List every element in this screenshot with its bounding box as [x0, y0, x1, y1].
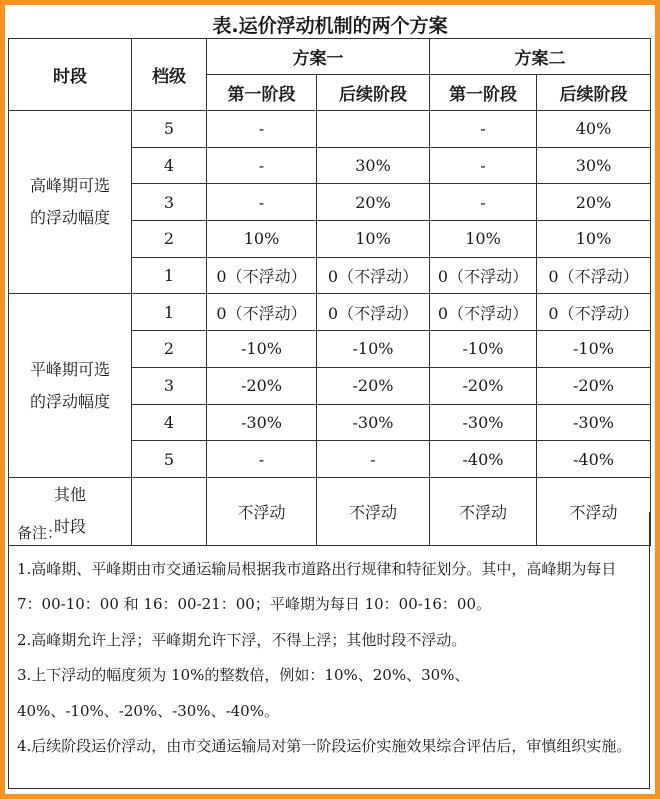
header-plan1-later: 后续阶段 — [317, 75, 430, 111]
value-cell: 0（不浮动） — [537, 257, 651, 294]
value-cell: - — [430, 184, 537, 221]
value-cell: 不浮动 — [207, 477, 317, 545]
period-label-line: 时段 — [53, 517, 86, 537]
period-label-line: 平峰期可选 — [29, 359, 110, 379]
value-cell: 0（不浮动） — [537, 294, 651, 331]
value-cell: -30% — [537, 404, 651, 441]
period-label-line: 其他 — [53, 485, 86, 505]
note-item: 1.高峰期、平峰期由市交通运输局根据我市道路出行规律和特征划分。其中，高峰期为每日 7：00-10：00 和 16：00-21：00；平峰期为每日 10：00-16：00。 — [17, 559, 617, 613]
value-cell: -10% — [430, 331, 537, 368]
value-cell: -30% — [430, 404, 537, 441]
value-cell: 30% — [537, 147, 651, 184]
period-cell — [9, 111, 132, 294]
value-cell: - — [207, 111, 317, 148]
level-cell: 3 — [132, 367, 207, 404]
value-cell: -20% — [537, 367, 651, 404]
level-cell: 5 — [132, 441, 207, 478]
value-cell: -30% — [207, 404, 317, 441]
document-page — [5, 5, 655, 794]
value-cell: -20% — [207, 367, 317, 404]
note-item: 2.高峰期允许上浮；平峰期允许下浮，不得上浮；其他时段不浮动。 — [17, 630, 467, 649]
value-cell: 0（不浮动） — [207, 294, 317, 331]
level-cell: 2 — [132, 331, 207, 368]
table-row — [9, 294, 651, 331]
notes-heading: 备注： — [17, 524, 63, 542]
value-cell: - — [430, 147, 537, 184]
level-cell: 1 — [132, 257, 207, 294]
value-cell: -20% — [430, 367, 537, 404]
value-cell: -30% — [317, 404, 430, 441]
level-cell: 5 — [132, 111, 207, 148]
level-cell: 4 — [132, 147, 207, 184]
notes-section — [8, 512, 650, 789]
value-cell: 0（不浮动） — [317, 257, 430, 294]
note-item: 3.上下浮动的幅度须为 10%的整数倍，例如：10%、20%、30%、40%、-10%、-20%、-30%、-40%。 — [17, 666, 470, 720]
value-cell: 0（不浮动） — [317, 294, 430, 331]
value-cell — [317, 111, 430, 148]
header-plan2: 方案二 — [430, 39, 651, 75]
period-label-line: 的浮动幅度 — [29, 208, 110, 228]
header-level: 档级 — [132, 39, 207, 111]
level-cell: 3 — [132, 184, 207, 221]
value-cell: -40% — [430, 441, 537, 478]
header-plan2-later: 后续阶段 — [537, 75, 651, 111]
header-plan1-stage1: 第一阶段 — [207, 75, 317, 111]
value-cell: 10% — [430, 221, 537, 258]
value-cell: 不浮动 — [430, 477, 537, 545]
level-cell: 4 — [132, 404, 207, 441]
value-cell: -10% — [537, 331, 651, 368]
note-item: 4.后续阶段运价浮动，由市交通运输局对第一阶段运价实施效果综合评估后，审慎组织实施。 — [17, 737, 632, 755]
value-cell: 30% — [317, 147, 430, 184]
value-cell: 20% — [317, 184, 430, 221]
header-row — [9, 39, 651, 75]
value-cell: - — [317, 441, 430, 478]
value-cell: - — [207, 441, 317, 478]
header-period: 时段 — [9, 39, 132, 111]
period-label-line: 高峰期可选 — [29, 176, 110, 196]
value-cell: -10% — [317, 331, 430, 368]
level-cell: 1 — [132, 294, 207, 331]
value-cell: 0（不浮动） — [207, 257, 317, 294]
header-plan2-stage1: 第一阶段 — [430, 75, 537, 111]
value-cell: -10% — [207, 331, 317, 368]
value-cell: 40% — [537, 111, 651, 148]
value-cell: 不浮动 — [317, 477, 430, 545]
value-cell: 不浮动 — [537, 477, 651, 545]
value-cell: - — [207, 147, 317, 184]
value-cell: 0（不浮动） — [430, 294, 537, 331]
level-cell: 2 — [132, 221, 207, 258]
value-cell: -40% — [537, 441, 651, 478]
value-cell: 20% — [537, 184, 651, 221]
value-cell: 10% — [317, 221, 430, 258]
period-cell — [9, 294, 132, 477]
table-row — [9, 111, 651, 148]
value-cell: 10% — [537, 221, 651, 258]
value-cell: - — [207, 184, 317, 221]
header-plan1: 方案一 — [207, 39, 430, 75]
value-cell: 0（不浮动） — [430, 257, 537, 294]
pricing-table — [8, 38, 651, 546]
value-cell: - — [430, 111, 537, 148]
value-cell: 10% — [207, 221, 317, 258]
table-title: 表.运价浮动机制的两个方案 — [212, 15, 448, 37]
period-label-line: 的浮动幅度 — [29, 391, 110, 411]
value-cell: -20% — [317, 367, 430, 404]
